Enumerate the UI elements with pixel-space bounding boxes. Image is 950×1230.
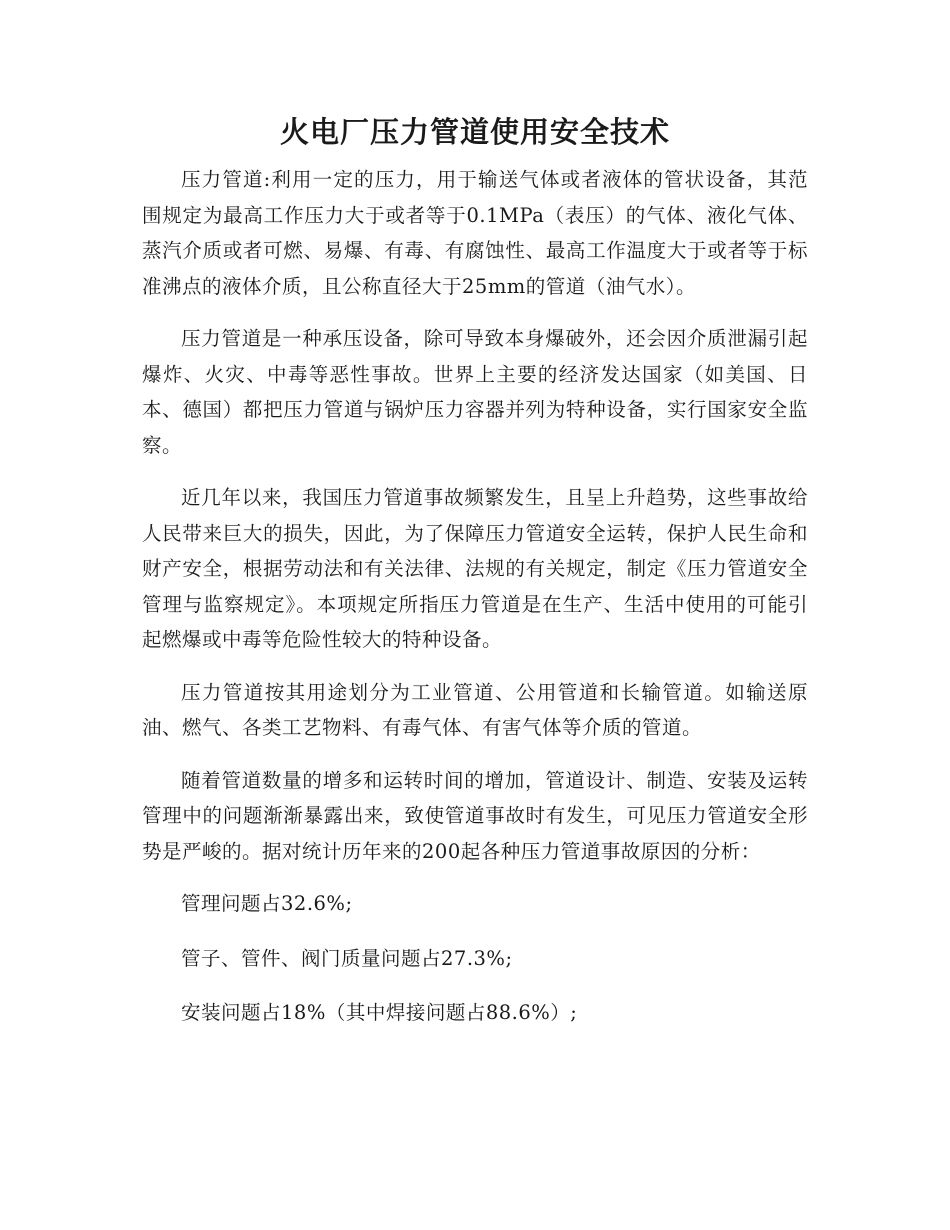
document-body [142, 162, 808, 1050]
statistic-item-installation: 安装问题占18%（其中焊接问题占88.6%）; [181, 1001, 578, 1024]
document-title: 火电厂压力管道使用安全技术 [279, 115, 670, 149]
paragraph-statistics-intro: 随着管道数量的增多和运转时间的增加，管道设计、制造、安装及运转管理中的问题渐渐暴露出来，致使管道事故时有发生，可见压力管道安全形势是严峻的。据对统计历年来的200起各种压力管道事故原因的分析： [142, 768, 808, 863]
paragraph-classification: 压力管道按其用途划分为工业管道、公用管道和长输管道。如输送原油、燃气、各类工艺物料、有毒气体、有害气体等介质的管道。 [142, 680, 808, 739]
statistic-item-management: 管理问题占32.6%; [181, 892, 353, 915]
statistic-item-quality: 管子、管件、阀门质量问题占27.3%; [181, 946, 513, 970]
paragraph-hazards: 压力管道是一种承压设备，除可导致本身爆破外，还会因介质泄漏引起爆炸、火灾、中毒等恶性事故。世界上主要的经济发达国家（如美国、日本、德国）都把压力管道与锅炉压力容器并列为特种设备，实行国家安全监察。 [142, 327, 808, 457]
paragraph-regulations: 近几年以来，我国压力管道事故频繁发生，且呈上升趋势，这些事故给人民带来巨大的损失，因此，为了保障压力管道安全运转，保护人民生命和财产安全，根据劳动法和有关法律、法规的有关规定，制定《压力管道安全管理与监察规定》。本项规定所指压力管道是在生产、生活中使用的可能引起燃爆或中毒等危险性较大的特种设备。 [142, 486, 808, 651]
paragraph-definition: 压力管道:利用一定的压力，用于输送气体或者液体的管状设备，其范围规定为最高工作压力大于或者等于0.1MPa（表压）的气体、液化气体、蒸汽介质或者可燃、易爆、有毒、有腐蚀性、最高工作温度大于或者等于标准沸点的液体介质，且公称直径大于25mm的管道（油气水）。 [142, 168, 808, 298]
